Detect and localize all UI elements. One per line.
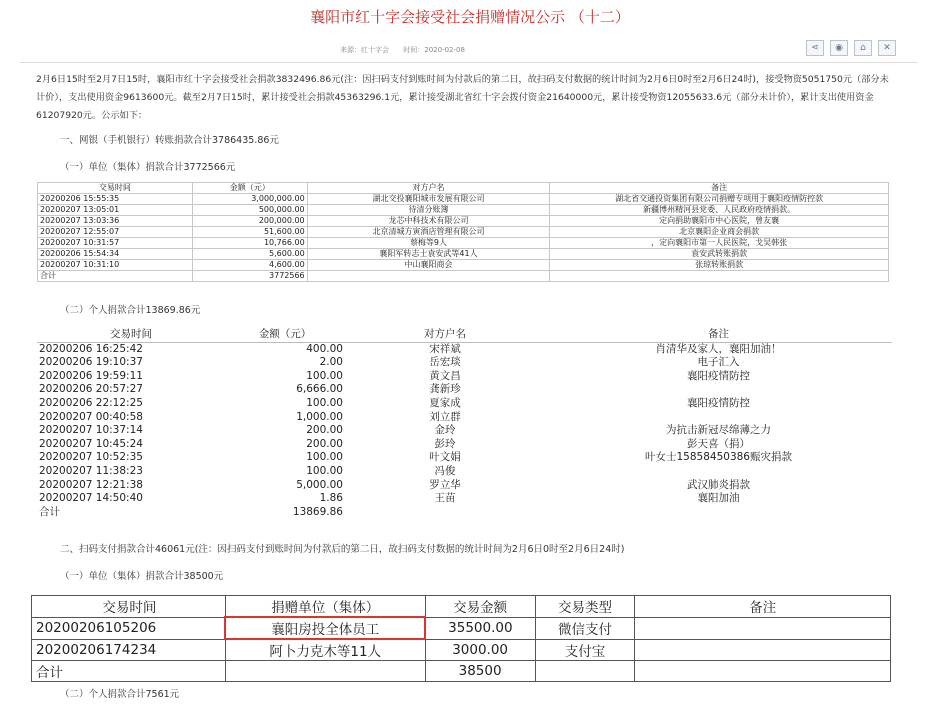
table-cell: 襄阳军转志士袁安武等41人: [307, 249, 550, 260]
table-cell: 13869.86: [292, 505, 343, 518]
table-row: [37, 479, 892, 493]
table-cell: 20200206 19:10:37: [39, 356, 143, 369]
table-cell: [545, 465, 892, 479]
table-cell: 20200207 11:38:23: [39, 464, 143, 477]
table-row: [32, 661, 891, 682]
table-cell: 3,000,000.00: [192, 194, 307, 205]
table-cell: 合计: [32, 661, 226, 682]
column-header: 交易金额: [425, 596, 535, 618]
article-meta: [340, 45, 477, 55]
table-cell: 5,000.00: [296, 478, 343, 491]
table-cell: 400.00: [306, 342, 343, 355]
table-row: [37, 438, 892, 452]
table-cell: 北京清城方寅酒店管理有限公司: [307, 227, 550, 238]
table-cell: 20200207 12:21:38: [39, 478, 143, 491]
table-row: [37, 451, 892, 465]
table-cell: 罗立华: [429, 478, 461, 491]
table-header-row: [37, 328, 892, 342]
section-2-2-heading: （二）个人捐款合计7561元: [60, 689, 180, 700]
individual-transfer-table: [37, 328, 892, 519]
table-row: [37, 342, 892, 356]
table-row: [37, 383, 892, 397]
table-row: [37, 492, 892, 506]
table-row: [37, 356, 892, 370]
column-header: 对方户名: [345, 328, 545, 342]
table-row: [37, 411, 892, 425]
intro-paragraph: 2月6日15时至2月7日15时，襄阳市红十字会接受社会捐款3832496.86元(注：因扫码支付到账时间为付款后的第二日，故扫码支付数据的统计时间为2月6日0时至2月6日24时)，接受物资5051750元（部分未计价），支出使用资金9613600元。截至2月7日15时，累计接受社会捐款45363296.1元，累计接受湖北省红十字会拨付资金21640000元，累计接受物资12055633.6元（部分未计价），累计支出使用资金61207920元。公示如下：: [36, 74, 889, 121]
column-header: 交易时间: [37, 328, 225, 342]
table-cell: 襄阳疫情防控: [687, 369, 750, 382]
table-row: [37, 506, 892, 520]
table-cell: 彭天喜（捐）: [687, 437, 750, 450]
table-cell: 20200206174234: [32, 639, 226, 661]
table-cell: 为抗击新冠尽绵薄之力: [666, 424, 771, 437]
table-cell: 龚新珍: [429, 383, 461, 396]
table-cell: 1,000.00: [296, 410, 343, 423]
table-cell: 袁安武转账捐款: [550, 249, 889, 260]
table-cell: 龙芯中科技术有限公司: [307, 216, 550, 227]
table-row: [38, 227, 889, 238]
table-cell: 支付宝: [535, 639, 635, 661]
table-cell: 蔡梅等9人: [307, 238, 550, 249]
table-cell: 3000.00: [425, 639, 535, 661]
table-row: [37, 370, 892, 384]
table-cell: 20200207 13:05:01: [38, 205, 193, 216]
table-cell: 6,666.00: [296, 383, 343, 396]
column-header: 对方户名: [307, 183, 550, 194]
table-cell: 合计: [39, 505, 60, 518]
share-icon[interactable]: ⋖: [806, 40, 824, 56]
table-row: [37, 465, 892, 479]
table-cell: [545, 506, 892, 520]
table-cell: 100.00: [306, 396, 343, 409]
table-cell: 20200207 10:45:24: [39, 437, 143, 450]
table-cell: 张琼转账捐款: [550, 260, 889, 271]
qr-unit-table: [31, 595, 891, 682]
table-cell: 黄文昌: [429, 369, 461, 382]
table-cell: 金玲: [434, 424, 456, 437]
weibo-icon[interactable]: ◉: [830, 40, 848, 56]
table-header-row: [32, 596, 891, 618]
section-1-1-heading: （一）单位（集体）捐款合计3772566元: [60, 162, 236, 173]
table-cell: 襄阳加油: [697, 492, 740, 505]
table-row: [38, 271, 889, 282]
column-header: 金额（元）: [225, 328, 345, 342]
table-cell: 新疆博州精河县党委、人民政府疫情捐款。: [550, 205, 889, 216]
table-row: [38, 249, 889, 260]
column-header: 备注: [545, 328, 892, 342]
table-cell: 电子汇入: [697, 356, 740, 369]
table-cell: 北京襄阳企业商会捐款: [550, 227, 889, 238]
table-cell: [345, 506, 545, 520]
date-label: 时间：2020-02-08: [403, 46, 465, 54]
table-cell: 4,600.00: [192, 260, 307, 271]
table-cell: 20200207 10:52:35: [39, 451, 143, 464]
table-cell: 叶文娟: [429, 451, 461, 464]
table-cell: 武汉肺炎捐款: [687, 478, 750, 491]
qzone-icon[interactable]: ⌂: [854, 40, 872, 56]
column-header: 交易时间: [38, 183, 193, 194]
column-header: 交易类型: [535, 596, 635, 618]
table-cell: 200.00: [306, 424, 343, 437]
table-cell: 20200207 10:31:10: [38, 260, 193, 271]
table-cell: 阿卜力克木等11人: [225, 639, 425, 661]
section-1-heading: 一、网银（手机银行）转账捐款合计3786435.86元: [60, 135, 279, 146]
table-cell: 彭玲: [434, 437, 456, 450]
section-2-heading: 二、扫码支付捐款合计46061元(注：因扫码支付到账时间为付款后的第二日，故扫码支付数据的统计时间为2月6日0时至2月6日24时): [60, 544, 625, 555]
table-cell: 湖北省交通投资集团有限公司捐赠专项用于襄阳疫情防控款: [550, 194, 889, 205]
table-cell: 20200206 16:25:42: [39, 342, 143, 355]
close-icon[interactable]: ✕: [878, 40, 896, 56]
table-cell: 51,600.00: [192, 227, 307, 238]
table-cell: 100.00: [306, 464, 343, 477]
table-cell: [635, 639, 891, 661]
table-cell: 20200206105206: [32, 617, 226, 639]
table-cell: 中山襄阳商会: [307, 260, 550, 271]
table-cell: 20200207 14:50:40: [39, 492, 143, 505]
table-cell: 5,600.00: [192, 249, 307, 260]
table-cell: 20200207 10:31:57: [38, 238, 193, 249]
table-cell: 肖清华及家人，襄阳加油！: [655, 342, 782, 355]
table-cell: 20200206 15:54:34: [38, 249, 193, 260]
table-cell: 王苗: [434, 492, 456, 505]
table-cell: 微信支付: [535, 617, 635, 639]
table-row: [32, 617, 891, 639]
table-cell: 定向捐助襄阳市中心医院，曾友襄: [550, 216, 889, 227]
table-row: [37, 397, 892, 411]
table-cell: [550, 271, 889, 282]
table-cell: 35500.00: [425, 617, 535, 639]
table-cell: [635, 661, 891, 682]
table-cell: 20200207 10:37:14: [39, 424, 143, 437]
table-cell: [545, 411, 892, 425]
table-cell: [635, 617, 891, 639]
page-title: 襄阳市红十字会接受社会捐赠情况公示 （十二）: [310, 8, 630, 26]
table-cell: 20200207 13:03:36: [38, 216, 193, 227]
table-cell: 100.00: [306, 369, 343, 382]
column-header: 金额（元）: [192, 183, 307, 194]
table-row: [32, 639, 891, 661]
table-cell: 38500: [425, 661, 535, 682]
table-cell: [307, 271, 550, 282]
table-cell: 襄阳房投全体员工: [225, 617, 425, 639]
table-cell: 3772566: [192, 271, 307, 282]
share-toolbar: [806, 40, 896, 56]
table-cell: [535, 661, 635, 682]
table-cell: 200.00: [306, 437, 343, 450]
table-cell: 20200206 15:55:35: [38, 194, 193, 205]
table-cell: 待清分账簿: [307, 205, 550, 216]
table-cell: [545, 383, 892, 397]
table-cell: 20200207 12:55:07: [38, 227, 193, 238]
table-row: [38, 238, 889, 249]
table-cell: 叶女士15858450386赈灾捐款: [645, 451, 792, 464]
table-row: [38, 260, 889, 271]
table-cell: 襄阳疫情防控: [687, 396, 750, 409]
table-cell: 冯俊: [434, 464, 456, 477]
table-cell: 湖北交投襄阳城市发展有限公司: [307, 194, 550, 205]
table-cell: 夏家成: [429, 396, 461, 409]
column-header: 备注: [550, 183, 889, 194]
table-cell: 100.00: [306, 451, 343, 464]
section-2-1-heading: （一）单位（集体）捐款合计38500元: [60, 571, 224, 582]
table-cell: 20200207 00:40:58: [39, 410, 143, 423]
table-cell: 10,766.00: [192, 238, 307, 249]
divider: [20, 62, 918, 63]
table-cell: 500,000.00: [192, 205, 307, 216]
table-cell: 20200206 20:57:27: [39, 383, 143, 396]
table-cell: 宋祥斌: [429, 342, 461, 355]
table-cell: 刘立群: [429, 410, 461, 423]
table-cell: 1.86: [319, 492, 343, 505]
table-cell: 合计: [38, 271, 193, 282]
table-cell: 20200206 19:59:11: [39, 369, 143, 382]
unit-transfer-table: [37, 182, 889, 282]
column-header: 交易时间: [32, 596, 226, 618]
table-cell: 岳宏琰: [429, 356, 461, 369]
table-cell: 200,000.00: [192, 216, 307, 227]
column-header: 捐赠单位（集体）: [225, 596, 425, 618]
table-cell: 20200206 22:12:25: [39, 396, 143, 409]
source-label: 来源：红十字会: [340, 46, 389, 54]
table-row: [38, 194, 889, 205]
table-row: [38, 216, 889, 227]
table-row: [37, 424, 892, 438]
table-cell: [225, 661, 425, 682]
section-1-2-heading: （二）个人捐款合计13869.86元: [60, 305, 201, 316]
table-row: [38, 205, 889, 216]
table-header-row: [38, 183, 889, 194]
table-cell: 2.00: [319, 356, 343, 369]
table-cell: ，定向襄阳市第一人民医院，戈吴韩张: [550, 238, 889, 249]
column-header: 备注: [635, 596, 891, 618]
